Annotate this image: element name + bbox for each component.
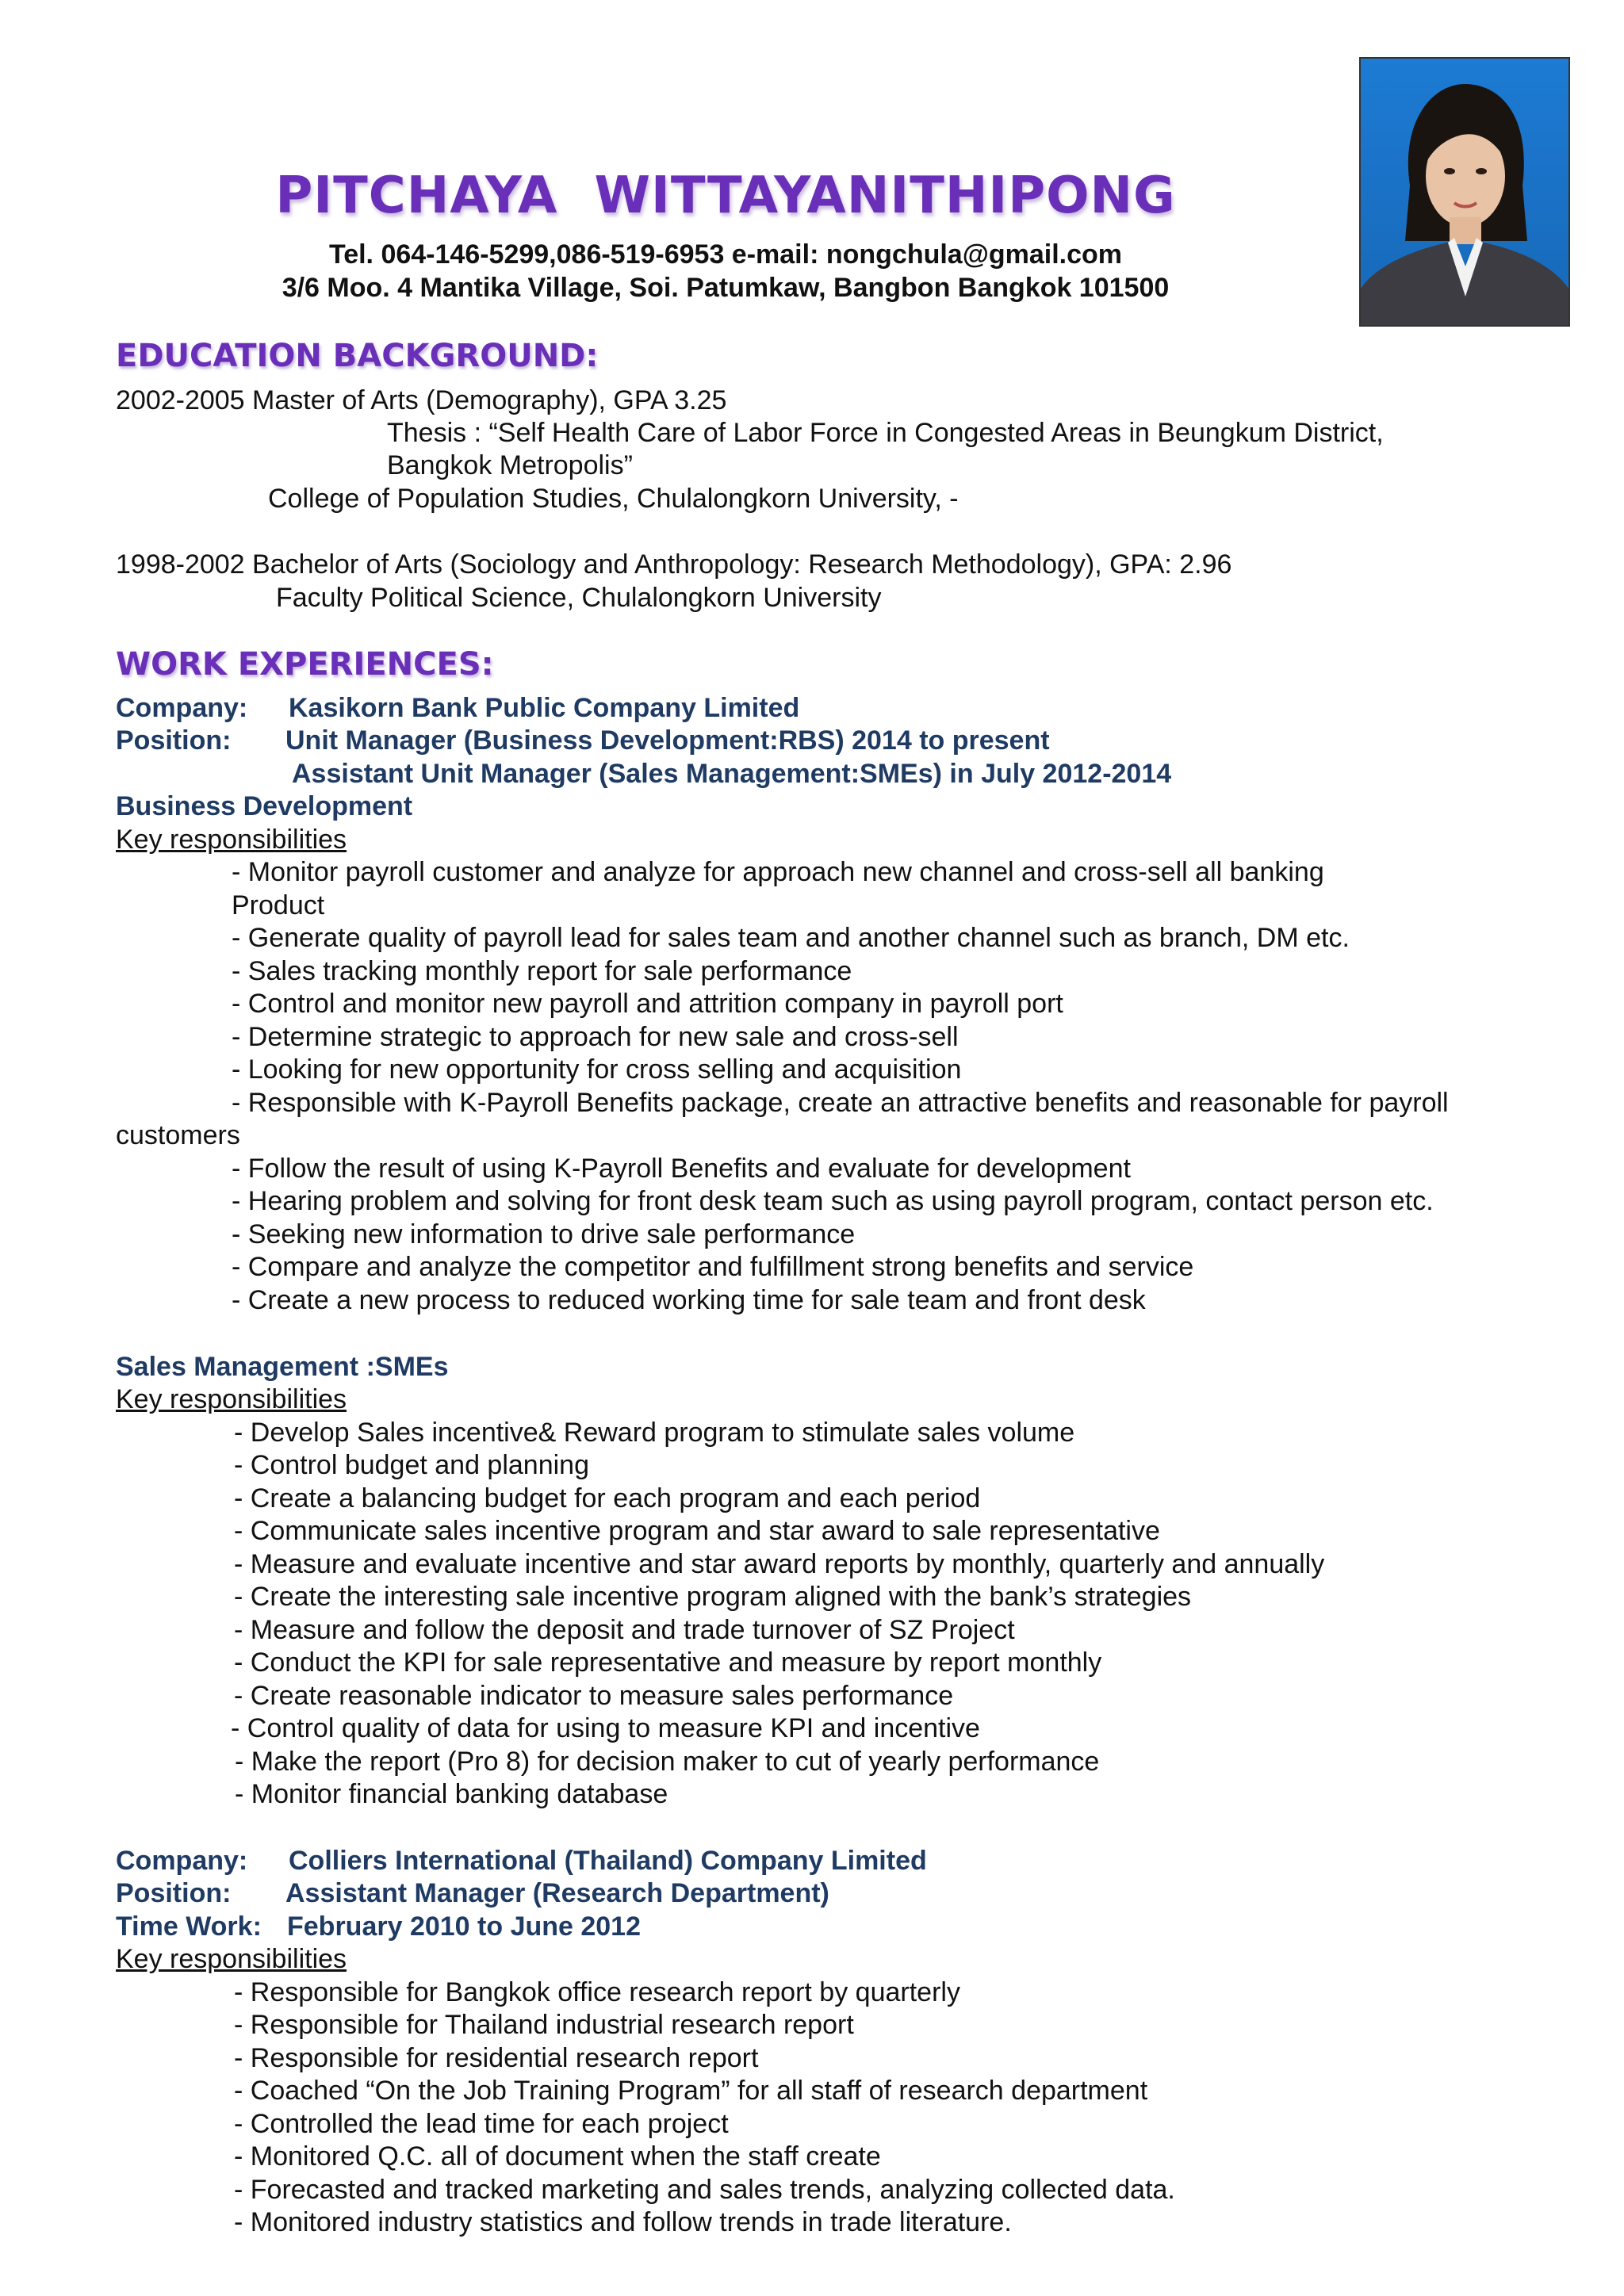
job2-company-label: Company: (116, 1846, 248, 1876)
job2-company: Colliers International (Thailand) Company Limited (289, 1846, 927, 1876)
master-thesis-line-2: Bangkok Metropolis” (387, 450, 633, 480)
list-item: - Create the interesting sale incentive program aligned with the bank’s strategies (234, 1582, 1192, 1612)
list-item: - Conduct the KPI for sale representative and measure by report monthly (234, 1647, 1102, 1678)
business-development-title: Business Development (116, 791, 413, 821)
list-item: - Responsible for Thailand industrial research report (234, 2010, 854, 2040)
work-heading: WORK EXPERIENCES: (116, 646, 494, 683)
bachelor-degree-line: 1998-2002 Bachelor of Arts (Sociology and Anthropology: Research Methodology), GPA: 2.96 (116, 549, 1232, 580)
list-item: - Responsible for residential research report (234, 2043, 759, 2073)
job1-company-label: Company: (116, 693, 248, 723)
list-item: - Responsible with K-Payroll Benefits package, create an attractive benefits and reasonable for payroll (232, 1088, 1449, 1118)
master-thesis-line-1: Thesis : “Self Health Care of Labor Force in Congested Areas in Beungkum District, (387, 418, 1384, 448)
list-item: - Hearing problem and solving for front desk team such as using payroll program, contact person etc. (232, 1186, 1434, 1216)
contact-line: Tel. 064-146-5299,086-519-6953 e-mail: nongchula@gmail.com (328, 239, 1123, 270)
list-item: - Seeking new information to drive sale performance (232, 1219, 856, 1249)
last-name: WITTAYANITHIPONG (594, 166, 1176, 225)
list-item: - Follow the result of using K-Payroll Benefits and evaluate for development (232, 1154, 1131, 1184)
list-item: - Generate quality of payroll lead for sales team and another channel such as branch, DM etc. (232, 923, 1350, 953)
list-item: - Monitor financial banking database (235, 1779, 668, 1809)
list-item: - Forecasted and tracked marketing and sales trends, analyzing collected data. (234, 2175, 1175, 2205)
bachelor-faculty-line: Faculty Political Science, Chulalongkorn University (276, 583, 882, 613)
address-line: 3/6 Moo. 4 Mantika Village, Soi. Patumkaw, Bangbon Bangkok 101500 (282, 273, 1170, 303)
list-item: - Control and monitor new payroll and attrition company in payroll port (232, 989, 1063, 1019)
list-item: Product (232, 890, 325, 920)
list-item: - Measure and evaluate incentive and star award reports by monthly, quarterly and annually (234, 1549, 1325, 1579)
list-item: - Measure and follow the deposit and trade turnover of SZ Project (234, 1615, 1015, 1645)
profile-photo (1359, 57, 1570, 327)
list-item: - Determine strategic to approach for new sale and cross-sell (232, 1022, 959, 1052)
job1-key-responsibilities: Key responsibilities (116, 825, 347, 855)
list-item: - Monitored industry statistics and follow trends in trade literature. (234, 2207, 1012, 2237)
list-item: - Create a balancing budget for each program and each period (234, 1483, 981, 1513)
job2-position-label: Position: (116, 1878, 232, 1908)
list-item: customers (116, 1120, 240, 1150)
sales-management-title: Sales Management :SMEs (116, 1352, 449, 1382)
list-item: - Control budget and planning (234, 1450, 589, 1480)
master-degree-line: 2002-2005 Master of Arts (Demography), GPA 3.25 (116, 385, 727, 415)
job2-time-label: Time Work: (116, 1911, 262, 1942)
job2-key-responsibilities: Key responsibilities (116, 1944, 347, 1974)
list-item: - Coached “On the Job Training Program” for all staff of research department (234, 2076, 1148, 2106)
master-college-line: College of Population Studies, Chulalongkorn University, - (268, 484, 959, 514)
list-item: - Create a new process to reduced working time for sale team and front desk (232, 1285, 1146, 1315)
list-item: - Controlled the lead time for each project (234, 2109, 729, 2139)
list-item: - Monitor payroll customer and analyze for approach new channel and cross-sell all banking (232, 857, 1324, 887)
job2-position: Assistant Manager (Research Department) (285, 1878, 829, 1908)
list-item: - Communicate sales incentive program and star award to sale representative (234, 1516, 1160, 1546)
list-item: - Make the report (Pro 8) for decision maker to cut of yearly performance (235, 1747, 1100, 1777)
list-item: - Looking for new opportunity for cross selling and acquisition (232, 1054, 962, 1085)
job1-company: Kasikorn Bank Public Company Limited (289, 693, 800, 723)
job1-position-1: Unit Manager (Business Development:RBS) 2014 to present (285, 725, 1050, 756)
list-item: - Develop Sales incentive& Reward program to stimulate sales volume (234, 1418, 1075, 1448)
list-item: - Monitored Q.C. all of document when the staff create (234, 2141, 881, 2172)
candidate-name (0, 166, 1451, 225)
list-item: - Responsible for Bangkok office research report by quarterly (234, 1977, 960, 2007)
job2-time: February 2010 to June 2012 (287, 1911, 642, 1942)
job1-position-2: Assistant Unit Manager (Sales Management:SMEs) in July 2012-2014 (292, 759, 1172, 789)
list-item: - Compare and analyze the competitor and fulfillment strong benefits and service (232, 1252, 1194, 1282)
job1-position-label: Position: (116, 725, 232, 756)
sales-management-key-responsibilities: Key responsibilities (116, 1384, 347, 1414)
first-name: PITCHAYA (275, 166, 558, 225)
list-item: - Create reasonable indicator to measure sales performance (234, 1681, 954, 1711)
list-item: - Sales tracking monthly report for sale performance (232, 956, 852, 986)
education-heading: EDUCATION BACKGROUND: (116, 338, 599, 374)
list-item: - Control quality of data for using to measure KPI and incentive (231, 1713, 980, 1743)
